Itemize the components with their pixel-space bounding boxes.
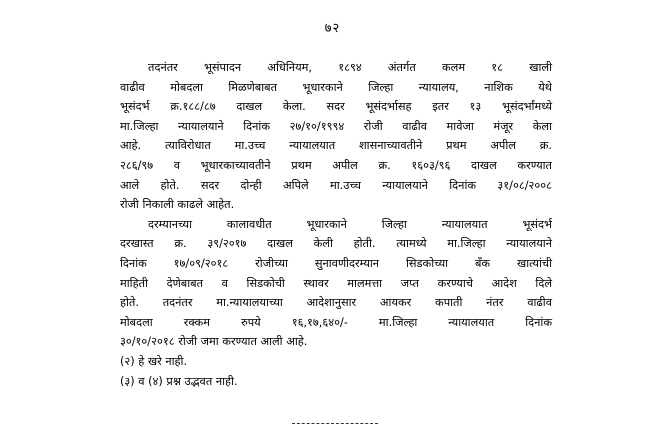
text-line: २८६/९७ व भूधारकाच्यावतीने प्रथम अपील क्र. १६०३/९६ दाखल करण्यात	[120, 158, 552, 172]
text-line: मा.जिल्हा न्यायालयाने दिनांक २७/१०/१९९४ रोजी वाढीव मावेजा मंजूर केला	[120, 119, 552, 133]
page-number: ७२	[324, 21, 341, 36]
answer-3-4: (३) व (४) प्रश्न उद्भवत नाही.	[120, 374, 238, 388]
text-line: आले होते. सदर दोन्ही अपिले मा.उच्च न्यायालयाने दिनांक ३१/०८/२००८	[120, 178, 552, 192]
text-line: भूसंदर्भ क्र.१८८/८७ दाखल केला. सदर भूसंदर्भासह इतर १३ भूसंदर्भांमध्ये	[120, 100, 552, 114]
text-line: दरखास्त क्र. ३९/२०१७ दाखल केली होती. त्यामध्ये मा.जिल्हा न्यायालयाने	[120, 237, 552, 251]
paragraph-court-order	[120, 215, 552, 352]
text-line: मोबदला रक्कम रुपये १६,१७,६४०/- मा.जिल्हा न्यायालयात दिनांक	[120, 315, 552, 329]
text-line: ३०/१०/२०१८ रोजी जमा करण्यात आली आहे.	[120, 335, 308, 349]
text-line: वाढीव मोबदला मिळणेबाबत भूधारकाने जिल्हा न्यायालय, नाशिक येथे	[120, 80, 552, 94]
text-line: आहे. त्याविरोधात मा.उच्च न्यायालयात शासनाच्यावतीने प्रथम अपील क्र.	[120, 139, 552, 153]
answer-2: (२) हे खरे नाही.	[120, 354, 188, 368]
answer-document	[120, 58, 552, 391]
text-line: दिनांक १७/०९/२०१८ रोजीच्या सुनावणीदरम्यान सिडकोच्या बँक खात्यांची	[120, 256, 552, 270]
text-line: माहिती देणेबाबत व सिडकोची स्थावर मालमत्ता जप्त करण्याचे आदेश दिले	[120, 276, 552, 290]
end-divider	[292, 423, 378, 424]
text-line: तदनंतर भूसंपादन अधिनियम, १८९४ अंतर्गत कलम १८ खाली	[148, 61, 552, 74]
text-line: रोजी निकाली काढले आहेत.	[120, 198, 235, 212]
text-line: दरम्यानच्या कालावधीत भूधारकाने जिल्हा न्यायालयात भूसंदर्भ	[148, 217, 552, 231]
paragraph-land-acquisition	[120, 58, 552, 215]
text-line: होते. तदनंतर मा.न्यायालयाच्या आदेशानुसार आयकर कपाती नंतर वाढीव	[120, 296, 552, 310]
